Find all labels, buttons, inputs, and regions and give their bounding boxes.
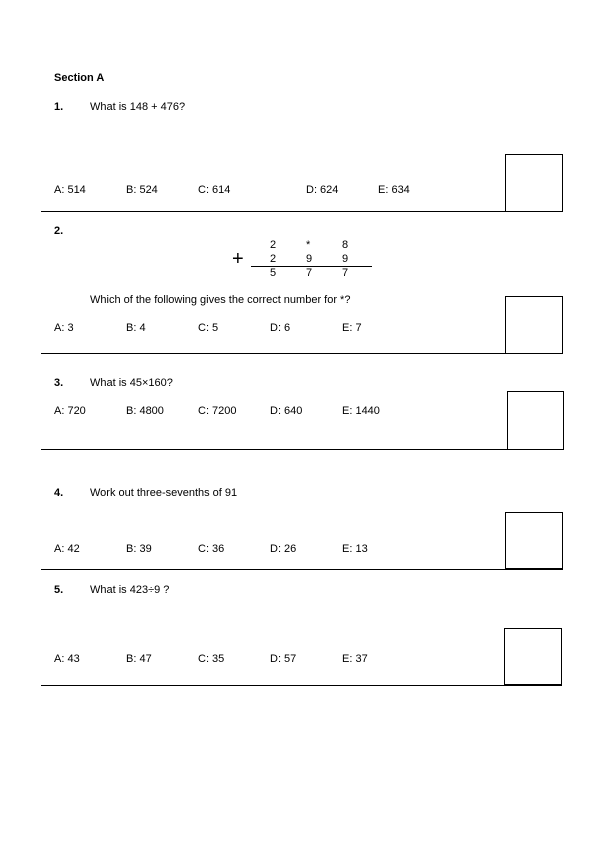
question-number: 4. xyxy=(54,487,64,499)
option-c: C: 614 xyxy=(198,184,231,196)
option-d: D: 26 xyxy=(270,543,297,555)
addend-2-digit-2: 9 xyxy=(306,253,313,265)
option-d: D: 624 xyxy=(306,184,339,196)
question-number: 3. xyxy=(54,377,64,389)
option-d: D: 57 xyxy=(270,653,297,665)
option-a: A: 42 xyxy=(54,543,80,555)
option-a: A: 720 xyxy=(54,405,86,417)
option-c: C: 7200 xyxy=(198,405,237,417)
option-a: A: 43 xyxy=(54,653,80,665)
question-divider xyxy=(41,685,562,686)
option-a: A: 3 xyxy=(54,322,74,334)
addend-1-digit-2: * xyxy=(306,239,311,251)
addend-2-digit-3: 9 xyxy=(342,253,349,265)
option-c: C: 35 xyxy=(198,653,225,665)
option-d: D: 640 xyxy=(270,405,303,417)
option-e: E: 13 xyxy=(342,543,368,555)
addend-2-digit-1: 2 xyxy=(270,253,277,265)
answer-box[interactable] xyxy=(507,391,564,450)
question-divider xyxy=(41,353,563,354)
plus-sign: + xyxy=(232,248,244,270)
result-digit-3: 7 xyxy=(342,267,349,279)
question-number: 2. xyxy=(54,225,64,237)
option-d: D: 6 xyxy=(270,322,291,334)
question-text: What is 423÷9 ? xyxy=(90,584,170,596)
question-number: 5. xyxy=(54,584,64,596)
answer-box[interactable] xyxy=(504,628,562,685)
question-text: What is 148 + 476? xyxy=(90,101,186,113)
option-c: C: 5 xyxy=(198,322,219,334)
option-e: E: 7 xyxy=(342,322,362,334)
addend-1-digit-3: 8 xyxy=(342,239,349,251)
result-digit-1: 5 xyxy=(270,267,277,279)
option-b: B: 47 xyxy=(126,653,152,665)
question-text: Work out three-sevenths of 91 xyxy=(90,487,238,499)
question-divider xyxy=(41,449,563,450)
option-b: B: 4 xyxy=(126,322,146,334)
option-b: B: 4800 xyxy=(126,405,164,417)
question-text: Which of the following gives the correct number for *? xyxy=(90,294,351,306)
option-e: E: 1440 xyxy=(342,405,380,417)
question-text: What is 45×160? xyxy=(90,377,173,389)
answer-box[interactable] xyxy=(505,154,563,212)
question-number: 1. xyxy=(54,101,64,113)
option-b: B: 39 xyxy=(126,543,152,555)
option-c: C: 36 xyxy=(198,543,225,555)
option-a: A: 514 xyxy=(54,184,86,196)
option-e: E: 634 xyxy=(378,184,410,196)
result-digit-2: 7 xyxy=(306,267,313,279)
option-b: B: 524 xyxy=(126,184,158,196)
question-divider xyxy=(41,569,563,570)
section-title: Section A xyxy=(54,72,105,84)
addend-1-digit-1: 2 xyxy=(270,239,277,251)
question-divider xyxy=(41,211,563,212)
answer-box[interactable] xyxy=(505,296,563,354)
answer-box[interactable] xyxy=(505,512,563,569)
option-e: E: 37 xyxy=(342,653,368,665)
